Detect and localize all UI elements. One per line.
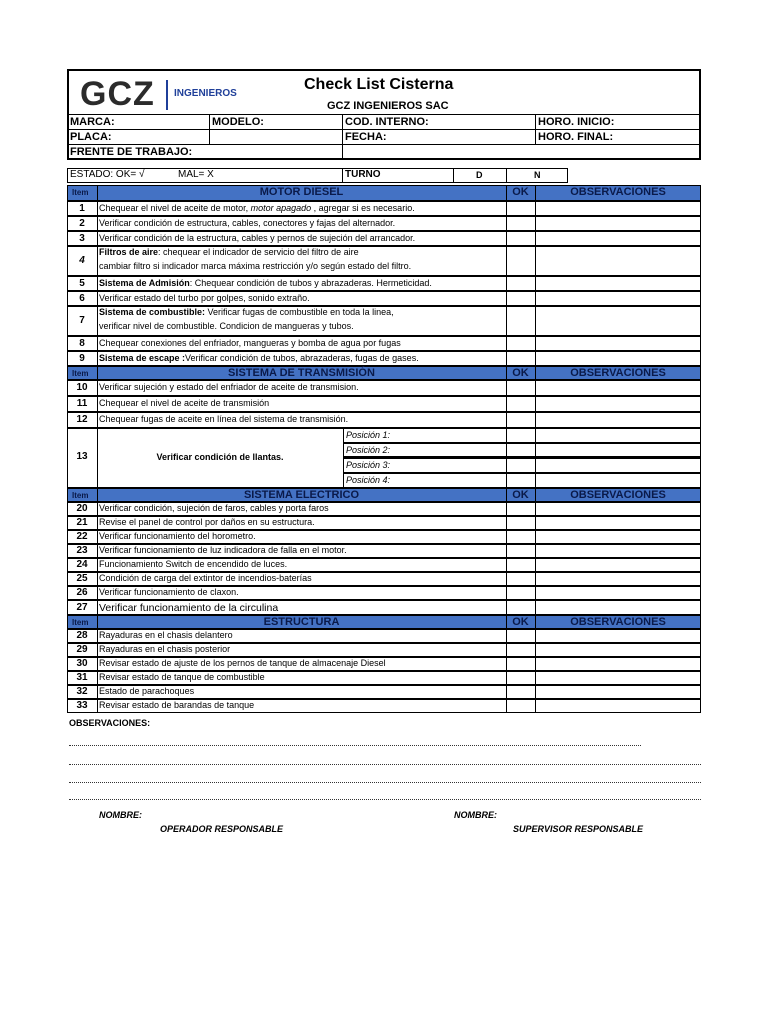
item-description-text: Chequear el nivel de aceite de transmisión: [99, 398, 270, 408]
ok-cell[interactable]: [506, 657, 536, 671]
ok-cell[interactable]: [506, 643, 536, 657]
observaciones-cell[interactable]: [535, 699, 701, 713]
turno-n-option[interactable]: N: [534, 170, 541, 180]
observaciones-cell[interactable]: [535, 396, 701, 412]
turno-d-option[interactable]: D: [476, 170, 483, 180]
item-description-text: Verificar sujeción y estado del enfriador de aceite de transmision.: [99, 382, 359, 392]
item-description: [99, 574, 312, 583]
observaciones-column-header: OBSERVACIONES: [570, 616, 666, 628]
item-description-text: Verificar funcionamiento de la circulina: [99, 602, 279, 614]
item-description-line2: cambiar filtro si indicador marca máxima restricción y/o según estado del filtro.: [99, 261, 412, 271]
observaciones-cell[interactable]: [535, 586, 701, 600]
turno-label: TURNO: [345, 169, 381, 180]
observaciones-cell[interactable]: [535, 643, 701, 657]
sistema-electrico-title: SISTEMA ELECTRICO: [243, 489, 360, 501]
item-number: 10: [76, 382, 88, 393]
item-description-text: Chequear el nivel de aceite de motor,: [99, 203, 251, 213]
item-column-header: Item: [72, 618, 89, 627]
item-description-text: Verificar condición de la estructura, cables y pernos de sujeción del arrancador.: [99, 233, 416, 243]
field-placa[interactable]: PLACA:: [70, 131, 112, 143]
logo-subtext: INGENIEROS: [174, 88, 237, 99]
ok-column-header: OK: [512, 186, 529, 198]
observaciones-line-2[interactable]: [69, 764, 701, 765]
ok-cell[interactable]: [506, 558, 536, 572]
item-column-header: Item: [72, 491, 89, 500]
posicion-label: Posición 3:: [346, 460, 391, 470]
item-number: 9: [79, 353, 85, 364]
observaciones-cell[interactable]: [535, 502, 701, 516]
item-number: 7: [79, 315, 85, 326]
ok-cell[interactable]: [506, 380, 536, 396]
observaciones-column-header: OBSERVACIONES: [570, 367, 666, 379]
observaciones-cell[interactable]: [535, 428, 701, 443]
ok-cell[interactable]: [506, 306, 536, 336]
item-description: [99, 234, 415, 243]
ok-cell[interactable]: [506, 351, 536, 366]
supervisor-responsable-label: SUPERVISOR RESPONSABLE: [513, 824, 644, 834]
item-description: [99, 701, 254, 710]
item-description-text: Revisar estado de tanque de combustible: [99, 672, 265, 682]
item-number: 8: [79, 338, 85, 349]
company-name: GCZ INGENIEROS SAC: [327, 100, 449, 112]
ok-cell[interactable]: [506, 685, 536, 699]
item-description-text: Verificar funcionamiento de claxon.: [99, 587, 239, 597]
item-description: [99, 687, 194, 696]
item-number: 6: [79, 293, 85, 304]
observaciones-cell[interactable]: [535, 530, 701, 544]
observaciones-label: OBSERVACIONES:: [69, 718, 151, 728]
item-description-text: Condición de carga del extintor de incendios-baterías: [99, 573, 312, 583]
operador-responsable-label: OPERADOR RESPONSABLE: [160, 824, 284, 834]
field-horo-inicio[interactable]: HORO. INICIO:: [538, 116, 615, 128]
ok-cell[interactable]: [506, 699, 536, 713]
item-description: [99, 248, 359, 257]
item-number: 22: [76, 531, 88, 542]
ok-cell[interactable]: [506, 586, 536, 600]
item-number: 13: [76, 451, 88, 462]
observaciones-cell[interactable]: [535, 380, 701, 396]
item-description-text: Revise el panel de control por daños en su estructura.: [99, 517, 315, 527]
ok-cell[interactable]: [506, 530, 536, 544]
ok-cell[interactable]: [506, 246, 536, 276]
ok-cell[interactable]: [506, 201, 536, 216]
ok-cell[interactable]: [506, 600, 536, 615]
item-description-text: Revisar estado de barandas de tanque: [99, 700, 255, 710]
item-description: [99, 532, 256, 541]
ok-cell[interactable]: [506, 428, 536, 443]
field-horo-final[interactable]: HORO. FINAL:: [538, 131, 614, 143]
ok-cell[interactable]: [506, 473, 536, 488]
item-number: 5: [79, 278, 85, 289]
item-description-text: Verificar condición de estructura, cables, conectores y fajas del alternador.: [99, 218, 396, 228]
item-number: 27: [76, 602, 88, 613]
grid-line: [343, 456, 701, 457]
estructura-title: ESTRUCTURA: [263, 616, 340, 628]
sistema-transmision-title: SISTEMA DE TRANSMISIÓN: [228, 367, 375, 379]
field-fecha[interactable]: FECHA:: [345, 131, 387, 143]
ok-cell[interactable]: [506, 544, 536, 558]
item-number: 20: [76, 503, 88, 514]
item-description: [99, 383, 359, 392]
item-description: [99, 204, 415, 213]
item-description-text: Verificar funcionamiento del horometro.: [99, 531, 256, 541]
item-description-italic: motor apagado: [250, 203, 312, 213]
observaciones-cell[interactable]: [535, 351, 701, 366]
observaciones-cell[interactable]: [535, 306, 701, 336]
item-description: [99, 308, 394, 317]
item-description-text: Rayaduras en el chasis posterior: [99, 644, 231, 654]
item-description: [99, 588, 239, 597]
observaciones-cell[interactable]: [535, 291, 701, 306]
estado-ok-label: ESTADO: OK= √: [70, 169, 145, 180]
posicion-label: Posición 2:: [346, 445, 391, 455]
posicion-label: Posición 4:: [346, 475, 391, 485]
observaciones-cell[interactable]: [535, 558, 701, 572]
item-number: 12: [76, 414, 88, 425]
item-description: [99, 279, 432, 288]
item-description-text: Verificar funcionamiento de luz indicadora de falla en el motor.: [99, 545, 347, 555]
item-description: [99, 546, 347, 555]
field-cod-interno[interactable]: COD. INTERNO:: [345, 116, 429, 128]
observaciones-cell[interactable]: [535, 544, 701, 558]
item-description-text: : Chequear condición de tubos y abrazaderas. Hermeticidad.: [189, 278, 432, 288]
observaciones-line-3[interactable]: [69, 782, 701, 783]
item-description: [99, 415, 348, 424]
page-title: Check List Cisterna: [304, 76, 454, 93]
field-marca[interactable]: MARCA:: [70, 116, 115, 128]
observaciones-cell[interactable]: [535, 336, 701, 351]
observaciones-line-4[interactable]: [69, 799, 701, 800]
observaciones-column-header: OBSERVACIONES: [570, 489, 666, 501]
item-description: [99, 518, 315, 527]
item-description-text: Verificar fugas de combustible en toda la linea,: [205, 307, 394, 317]
ok-column-header: OK: [512, 616, 529, 628]
item-description: [99, 504, 329, 513]
item-description-text: Chequear conexiones del enfriador, mangueras y bomba de agua por fugas: [99, 338, 401, 348]
nombre-operador-label: NOMBRE:: [99, 810, 142, 820]
item-description-text: Funcionamiento Switch de encendido de luces.: [99, 559, 288, 569]
item-number: 2: [79, 218, 85, 229]
item-description-line2: verificar nivel de combustible. Condicion de mangueras y tubos.: [99, 321, 354, 331]
item-number: 33: [76, 700, 88, 711]
item-description: [99, 673, 265, 682]
item-number: 31: [76, 672, 88, 683]
item-description: [99, 645, 230, 654]
item-number: 1: [79, 203, 85, 214]
item-description: [99, 354, 419, 363]
ok-column-header: OK: [512, 489, 529, 501]
item-description-text: Verificar condición de tubos, abrazaderas, fugas de gases.: [185, 353, 419, 363]
item-description-text: Estado de parachoques: [99, 686, 195, 696]
field-frente-trabajo[interactable]: FRENTE DE TRABAJO:: [70, 146, 193, 158]
item-description-text: Chequear fugas de aceite en línea del sistema de transmisión.: [99, 414, 349, 424]
observaciones-cell[interactable]: [535, 657, 701, 671]
item-description-bold: Sistema de Admisión: [99, 278, 190, 288]
item-number: 28: [76, 630, 88, 641]
item-number: 24: [76, 559, 88, 570]
logo-text: GCZ: [80, 75, 155, 113]
item-description-text: Verificar condición, sujeción de faros, cables y porta faros: [99, 503, 329, 513]
item-description: [99, 631, 233, 640]
observaciones-cell[interactable]: [535, 412, 701, 428]
item-description-tail: , agregar si es necesario.: [311, 203, 415, 213]
item-column-header: Item: [72, 369, 89, 378]
ok-cell[interactable]: [506, 412, 536, 428]
item-description: [99, 339, 401, 348]
ok-cell[interactable]: [506, 502, 536, 516]
item-number: 3: [79, 233, 85, 244]
ok-cell[interactable]: [506, 396, 536, 412]
item-number: 32: [76, 686, 88, 697]
item-description: [99, 219, 395, 228]
item-number: 29: [76, 644, 88, 655]
observaciones-cell[interactable]: [535, 246, 701, 276]
ok-cell[interactable]: [506, 276, 536, 291]
item-description-text: : chequear el indicador de servicio del filtro de aire: [158, 247, 359, 257]
item-number: 21: [76, 517, 88, 528]
ok-column-header: OK: [512, 367, 529, 379]
ok-cell[interactable]: [506, 291, 536, 306]
item-description: [99, 399, 269, 408]
observaciones-cell[interactable]: [535, 201, 701, 216]
ok-cell[interactable]: [506, 336, 536, 351]
observaciones-cell[interactable]: [535, 671, 701, 685]
item-number: 11: [76, 398, 88, 409]
observaciones-column-header: OBSERVACIONES: [570, 186, 666, 198]
item-description: [99, 294, 310, 303]
item-column-header: Item: [72, 188, 89, 197]
item-description-bold: Sistema de combustible:: [99, 307, 206, 317]
ok-cell[interactable]: [506, 231, 536, 246]
ok-cell[interactable]: [506, 516, 536, 530]
motor-diesel-title: MOTOR DIESEL: [259, 186, 344, 198]
llantas-label: Verificar condición de llantas.: [156, 452, 284, 462]
item-description-bold: Sistema de escape :: [99, 353, 186, 363]
item-description: [99, 560, 287, 569]
item-number: 25: [76, 573, 88, 584]
ok-cell[interactable]: [506, 572, 536, 586]
ok-cell[interactable]: [506, 629, 536, 643]
item-description-bold: Filtros de aire: [99, 247, 159, 257]
item-number: 26: [76, 587, 88, 598]
item-description-text: Rayaduras en el chasis delantero: [99, 630, 233, 640]
ok-cell[interactable]: [506, 216, 536, 231]
observaciones-line-1[interactable]: [69, 745, 641, 746]
posicion-label: Posición 1:: [346, 430, 391, 440]
observaciones-cell[interactable]: [535, 629, 701, 643]
observaciones-cell[interactable]: [535, 516, 701, 530]
observaciones-cell[interactable]: [535, 572, 701, 586]
nombre-supervisor-label: NOMBRE:: [454, 810, 497, 820]
item-description: [99, 603, 278, 614]
observaciones-cell[interactable]: [535, 473, 701, 488]
field-modelo[interactable]: MODELO:: [212, 116, 264, 128]
observaciones-cell[interactable]: [535, 231, 701, 246]
ok-cell[interactable]: [506, 671, 536, 685]
observaciones-cell[interactable]: [535, 600, 701, 615]
item-number: 4: [79, 255, 85, 266]
observaciones-cell[interactable]: [535, 458, 701, 473]
observaciones-cell[interactable]: [535, 276, 701, 291]
observaciones-cell[interactable]: [535, 216, 701, 231]
item-description: [99, 659, 386, 668]
item-number: 23: [76, 545, 88, 556]
item-description-text: Verificar estado del turbo por golpes, sonido extraño.: [99, 293, 310, 303]
ok-cell[interactable]: [506, 458, 536, 473]
item-number: 30: [76, 658, 88, 669]
item-description-text: Revisar estado de ajuste de los pernos de tanque de almacenaje Diesel: [99, 658, 386, 668]
observaciones-cell[interactable]: [535, 685, 701, 699]
estado-mal-label: MAL= X: [178, 169, 214, 180]
